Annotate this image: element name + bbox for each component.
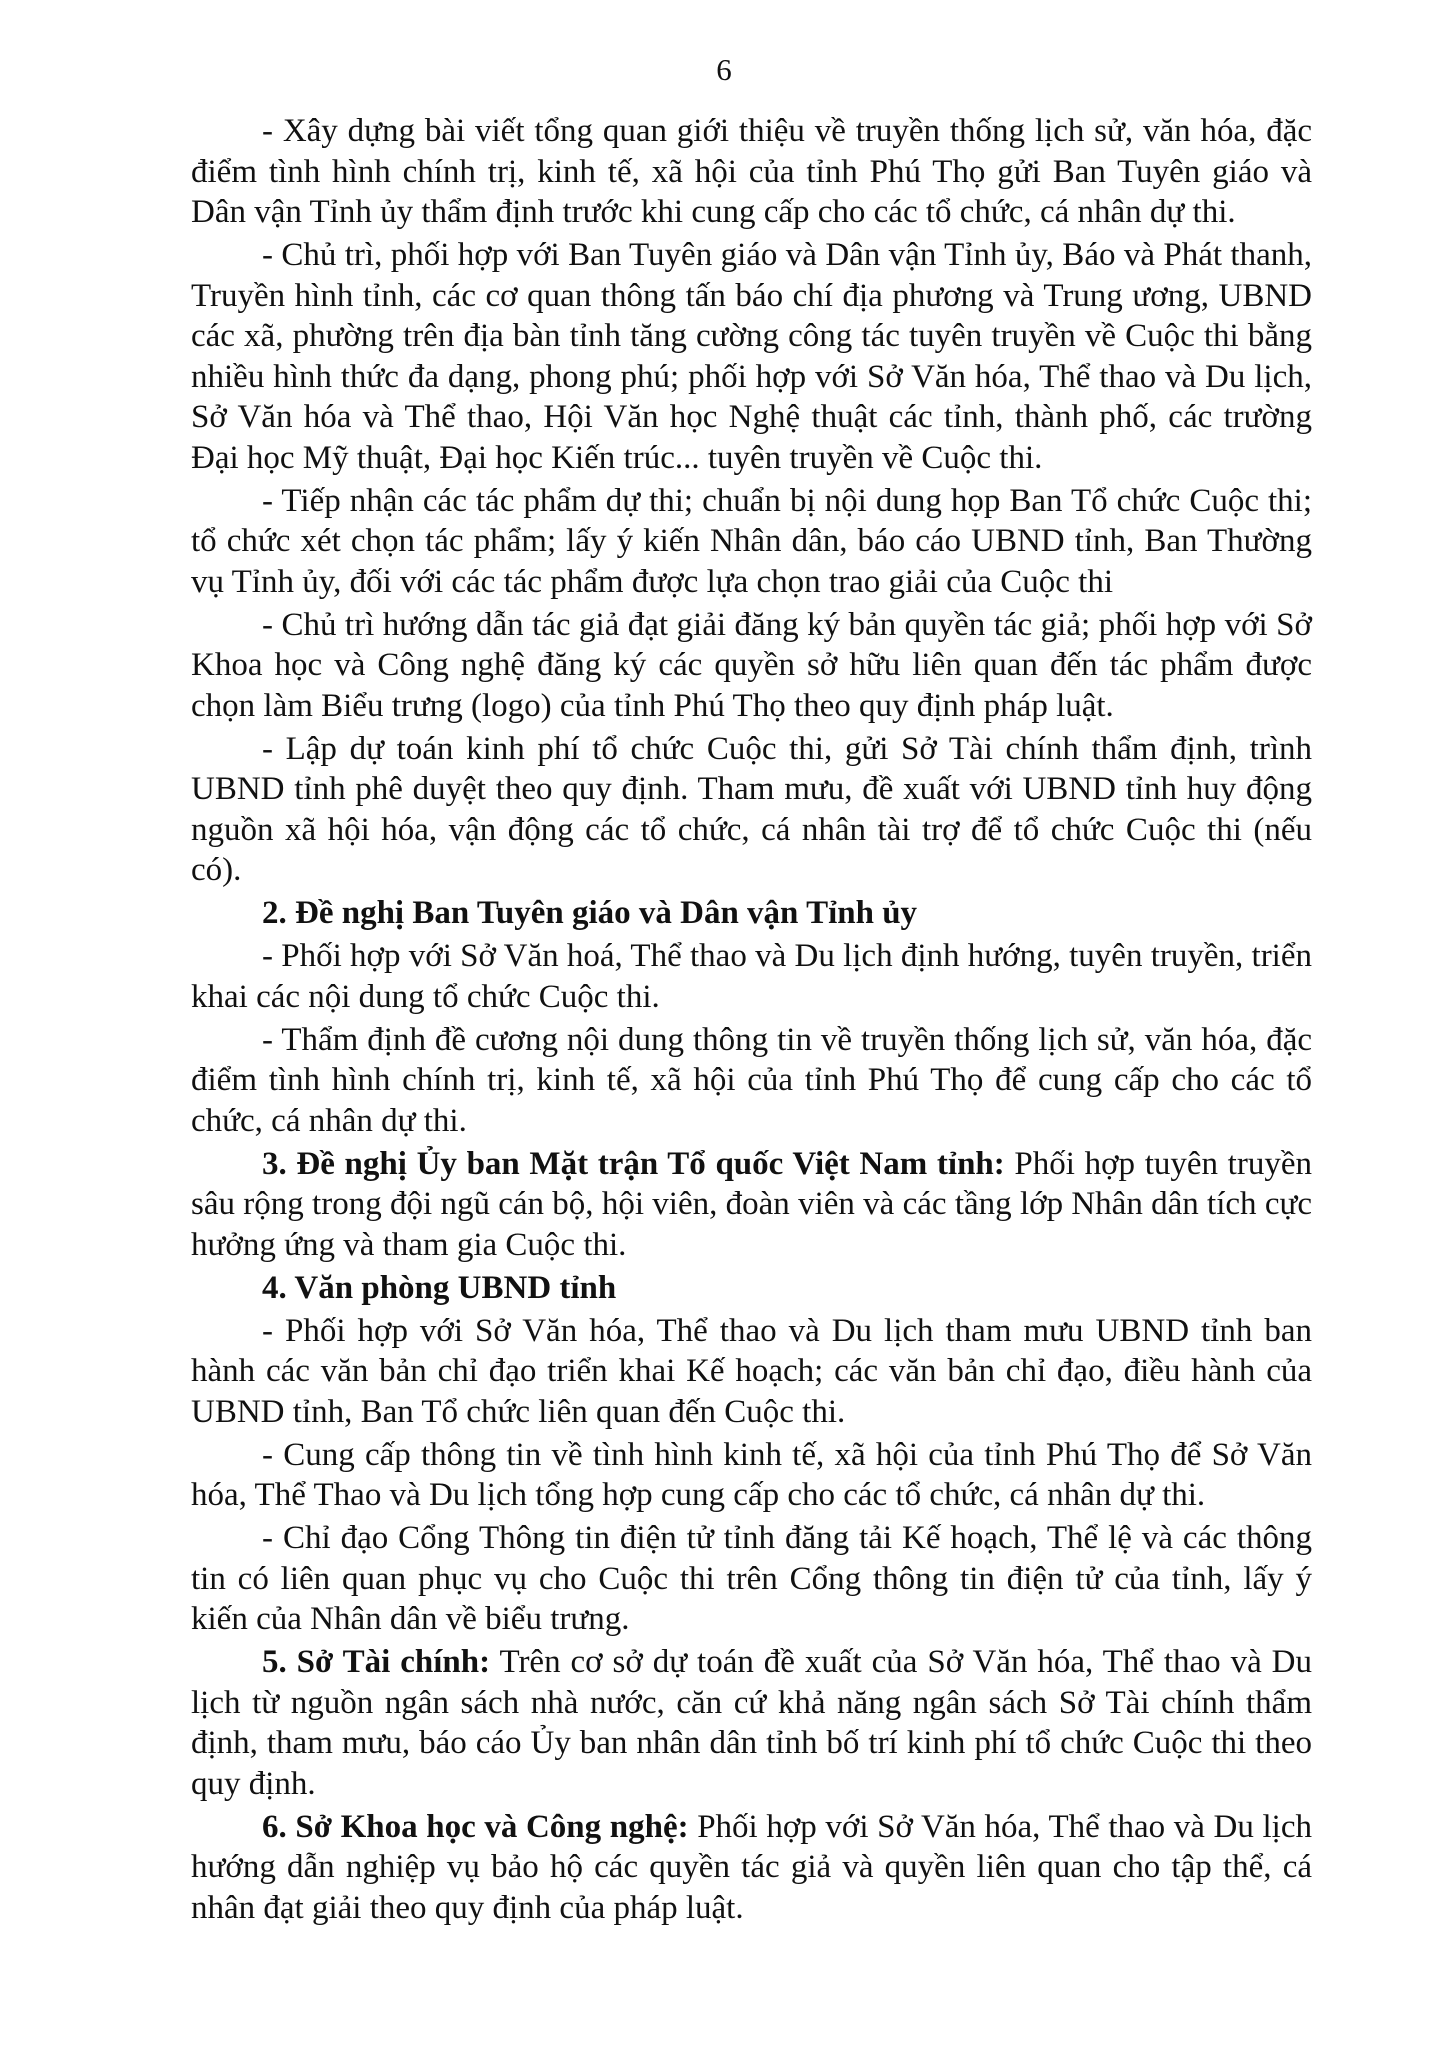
paragraph-10: - Chỉ đạo Cổng Thông tin điện tử tỉnh đăng tải Kế hoạch, Thể lệ và các thông tin có liên quan phục vụ cho Cuộc thi trên Cổng thông tin điện tử của tỉnh, lấy ý kiến của Nhân dân về biểu trưng.: [191, 1520, 1312, 1637]
paragraph-3: - Tiếp nhận các tác phẩm dự thi; chuẩn bị nội dung họp Ban Tổ chức Cuộc thi; tổ chức xét chọn tác phẩm; lấy ý kiến Nhân dân, báo cáo UBND tỉnh, Ban Thường vụ Tỉnh ủy, đối với các tác phẩm được lựa chọn trao giải của Cuộc thi: [191, 482, 1312, 600]
section-3: [191, 1144, 1312, 1266]
section-heading-4: 4. Văn phòng UBND tỉnh: [262, 1269, 617, 1306]
section-3-text: Phối hợp tuyên truyền sâu rộng trong đội ngũ cán bộ, hội viên, đoàn viên và các tầng lớp Nhân dân tích cực hưởng ứng và tham gia Cuộc thi.: [191, 1145, 1312, 1263]
section-5: [191, 1642, 1312, 1804]
paragraph-2: - Chủ trì, phối hợp với Ban Tuyên giáo và Dân vận Tỉnh ủy, Báo và Phát thanh, Truyền hình tỉnh, các cơ quan thông tấn báo chí địa phương và Trung ương, UBND các xã, phường trên địa bàn tỉnh tăng cường công tác tuyên truyền về Cuộc thi bằng nhiều hình thức đa dạng, phong phú; phối hợp với Sở Văn hóa, Thể thao và Du lịch, Sở Văn hóa và Thể thao, Hội Văn học Nghệ thuật các tỉnh, thành phố, các trường Đại học Mỹ thuật, Đại học Kiến trúc... tuyên truyền về Cuộc thi.: [191, 237, 1312, 476]
section-heading-2: 2. Đề nghị Ban Tuyên giáo và Dân vận Tỉnh ủy: [262, 895, 918, 931]
paragraph-4: - Chủ trì hướng dẫn tác giả đạt giải đăng ký bản quyền tác giả; phối hợp với Sở Khoa học và Công nghệ đăng ký các quyền sở hữu liên quan đến tác phẩm được chọn làm Biểu trưng (logo) của tỉnh Phú Thọ theo quy định pháp luật.: [191, 606, 1312, 724]
section-5-text: Trên cơ sở dự toán đề xuất của Sở Văn hóa, Thể thao và Du lịch từ nguồn ngân sách nhà nước, căn cứ khả năng ngân sách Sở Tài chính thẩm định, tham mưu, báo cáo Ủy ban nhân dân tỉnh bố trí kinh phí tổ chức Cuộc thi theo quy định.: [191, 1644, 1312, 1802]
section-heading-3: 3. Đề nghị Ủy ban Mặt trận Tổ quốc Việt Nam tỉnh:: [262, 1145, 1005, 1182]
paragraph-5: - Lập dự toán kinh phí tổ chức Cuộc thi, gửi Sở Tài chính thẩm định, trình UBND tỉnh phê duyệt theo quy định. Tham mưu, đề xuất với UBND tỉnh huy động nguồn xã hội hóa, vận động các tổ chức, cá nhân tài trợ để tổ chức Cuộc thi (nếu có).: [191, 730, 1312, 888]
document-body: [191, 111, 1312, 1931]
section-heading-5: 5. Sở Tài chính:: [262, 1644, 491, 1680]
paragraph-1: - Xây dựng bài viết tổng quan giới thiệu về truyền thống lịch sử, văn hóa, đặc điểm tình hình chính trị, kinh tế, xã hội của tỉnh Phú Thọ gửi Ban Tuyên giáo và Dân vận Tỉnh ủy thẩm định trước khi cung cấp cho các tổ chức, cá nhân dự thi.: [191, 113, 1312, 230]
page-number: 6: [716, 52, 732, 87]
paragraph-6: - Phối hợp với Sở Văn hoá, Thể thao và Du lịch định hướng, tuyên truyền, triển khai các nội dung tổ chức Cuộc thi.: [191, 938, 1312, 1015]
paragraph-7: - Thẩm định đề cương nội dung thông tin về truyền thống lịch sử, văn hóa, đặc điểm tình hình chính trị, kinh tế, xã hội của tỉnh Phú Thọ để cung cấp cho các tổ chức, cá nhân dự thi.: [191, 1021, 1312, 1139]
paragraph-8: - Phối hợp với Sở Văn hóa, Thể thao và Du lịch tham mưu UBND tỉnh ban hành các văn bản chỉ đạo triển khai Kế hoạch; các văn bản chỉ đạo, điều hành của UBND tỉnh, Ban Tổ chức liên quan đến Cuộc thi.: [191, 1312, 1312, 1430]
section-heading-6: 6. Sở Khoa học và Công nghệ:: [262, 1808, 689, 1845]
section-6: [191, 1807, 1312, 1929]
section-6-text: Phối hợp với Sở Văn hóa, Thể thao và Du lịch hướng dẫn nghiệp vụ bảo hộ các quyền tác giả và quyền liên quan cho tập thể, cá nhân đạt giải theo quy định của pháp luật.: [191, 1808, 1312, 1926]
paragraph-9: - Cung cấp thông tin về tình hình kinh tế, xã hội của tỉnh Phú Thọ để Sở Văn hóa, Thể Thao và Du lịch tổng hợp cung cấp cho các tổ chức, cá nhân dự thi.: [191, 1436, 1312, 1513]
